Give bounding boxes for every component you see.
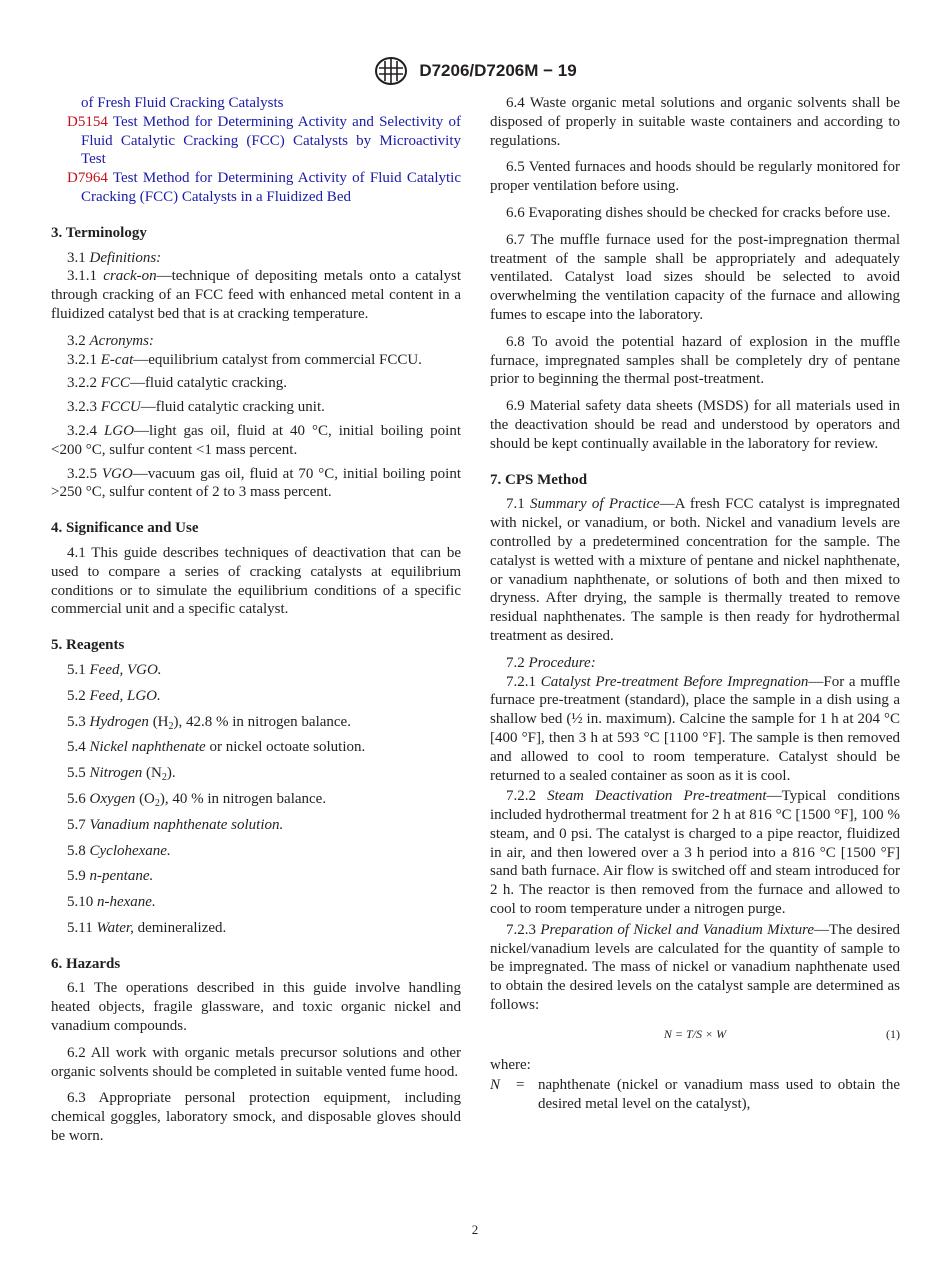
reagent-item: 5.2 Feed, LGO.: [67, 687, 161, 704]
equation-text: N = T/S × W: [663, 1026, 727, 1041]
paragraph-7-1: 7.1 Summary of Practice—A fresh FCC catalyst is impregnated with nickel, or vanadium, or both. Nickel and vanadium levels are controlled by a predetermined concentration for the sample. The catalyst is wetted with a mixture of pentane and nickel naphthenate, or vanadium naphthenate, or solutions of both and then mixed to dryness. After drying, the sample is thermally treated to remove residual naphthenates. The sample is then ready for hydrothermal treatment as desired.: [490, 496, 901, 644]
paragraph-3-2: 3.2 Acronyms:: [67, 332, 154, 349]
paragraph-3-1-1: 3.1.1 crack-on—technique of depositing metals onto a catalyst through cracking of an FCC feed with enhanced metal content in a fluidized catalyst bed that is at cracking temperature.: [51, 268, 461, 322]
reagent-item: 5.9 n-pentane.: [67, 868, 154, 885]
equation-number: (1): [886, 1026, 900, 1041]
reference-code-link[interactable]: D7964: [67, 170, 108, 187]
reagent-item: 5.3 Hydrogen $(H_2)$, 42.8 % in nitrogen balance.: [67, 713, 351, 732]
reagent-item: 5.4 Nickel naphthenate or nickel octoate solution.: [67, 739, 366, 756]
right-column: [490, 94, 900, 1114]
paragraph-6-6: 6.6 Evaporating dishes should be checked for cracks before use.: [506, 204, 891, 221]
paragraph-7-2-1: 7.2.1 Catalyst Pre-treatment Before Impregnation—For a muffle furnace pre-treatment (standard), place the sample in a dish using a shallow bed (½ in. maximum). Calcine the sample for 1 h at 204 °C [400 °F], then 3 h at 593 °C [1100 °F]. The sample is then removed and allowed to cool to room temperature. Catalyst should be returned to a sealed container as soon as it is cool.: [490, 673, 900, 784]
paragraph-3-2-4: 3.2.4 LGO—light gas oil, fluid at 40 °C, initial boiling point <200 °C, sulfur content <1 mass percent.: [51, 422, 461, 458]
paragraph-3-2-2: 3.2.2 FCC—fluid catalytic cracking.: [67, 375, 287, 392]
section-heading-cps-method: 7. CPS Method: [490, 471, 588, 488]
paragraph-6-3: 6.3 Appropriate personal protection equipment, including chemical goggles, laboratory smock, and disposable gloves should be worn.: [51, 1090, 461, 1145]
reagent-item: 5.7 Vanadium naphthenate solution.: [67, 816, 284, 833]
paragraph-7-2-2: 7.2.2 Steam Deactivation Pre-treatment—Typical conditions included hydrothermal treatment for 2 h at 816 °C [1500 °F], 100 % steam, and 0 psi. The catalyst is charged to a pipe reactor, fluidized in air, and then lowered over a 3 h period into a 816 °C [1500 °F] sand bath furnace. Air flow is switched off and steam introduced for 2 h. The reactor is then removed from the furnace and allowed to cool to room temperature under a nitrogen purge.: [490, 788, 900, 918]
reference-code-link[interactable]: D5154: [67, 113, 108, 130]
paragraph-6-7: 6.7 The muffle furnace used for the post-impregnation thermal treatment of the sample shall be appropriately and adequately ventilated. Catalyst load sizes should be selected to avoid overwhelming the ventilation capacity of the furnace and allowing fumes to escape into the laboratory.: [490, 231, 900, 323]
paragraph-6-4: 6.4 Waste organic metal solutions and organic solvents shall be disposed of properly in suitable waste containers and according to regulations.: [490, 95, 900, 149]
section-heading-reagents: 5. Reagents: [51, 637, 125, 654]
page-header: [0, 56, 950, 86]
reference-title-link[interactable]: Test Method for Determining Activity and Selectivity of Fluid Catalytic Cracking (FCC) Catalysts by Microactivity Test: [81, 113, 461, 168]
where-label: where:: [490, 1056, 531, 1073]
astm-logo-icon: [373, 56, 409, 86]
paragraph-7-2: 7.2 Procedure:: [506, 654, 596, 671]
reagent-item: 5.10 n-hexane.: [67, 894, 156, 911]
paragraph-3-2-3: 3.2.3 FCCU—fluid catalytic cracking unit.: [67, 399, 325, 416]
document-code: D7206/D7206M − 19: [419, 61, 577, 80]
reference-item: [51, 169, 461, 207]
paragraph-3-2-1: 3.2.1 E-cat—equilibrium catalyst from commercial FCCU.: [67, 351, 422, 368]
reference-item: [51, 113, 461, 169]
left-column: [51, 94, 461, 1154]
reagent-item: 5.11 Water, demineralized.: [67, 919, 227, 936]
paragraph-6-8: 6.8 To avoid the potential hazard of explosion in the muffle furnace, impregnated samples shall be completely dry of pentane prior to beginning the thermal post-treatment.: [490, 333, 900, 388]
paragraph-6-1: 6.1 The operations described in this guide involve handling heated objects, fragile glassware, and toxic organic nickel and vanadium compounds.: [51, 980, 461, 1035]
reference-title[interactable]: of Fresh Fluid Cracking Catalysts: [81, 95, 284, 111]
paragraph-6-9: 6.9 Material safety data sheets (MSDS) for all materials used in the deactivation should be read and understood by operators and should be kept continually available in the laboratory for review.: [490, 398, 900, 452]
reagent-item: 5.6 Oxygen $(O_2)$, 40 % in nitrogen balance.: [67, 790, 327, 809]
reference-continuation: [51, 94, 461, 113]
section-heading-hazards: 6. Hazards: [51, 955, 121, 972]
paragraph-6-5: 6.5 Vented furnaces and hoods should be regularly monitored for proper ventilation before using.: [490, 159, 900, 195]
paragraph-7-2-3: 7.2.3 Preparation of Nickel and Vanadium Mixture—The desired nickel/vanadium levels are calculated for the quantity of sample to be impregnated. The mass of nickel or vanadium naphthenate used to obtain the desired levels on the catalyst sample are determined as follows:: [490, 921, 900, 1014]
paragraph-4-1: 4.1 This guide describes techniques of deactivation that can be used to compare a series of cracking catalysts at equilibrium conditions or to simulate the equilibrium conditions of a specific commercial unit and a specific catalyst.: [51, 544, 461, 618]
paragraph-3-1: 3.1 Definitions:: [67, 249, 162, 266]
page-number: 2: [471, 1222, 479, 1237]
where-definition: N = naphthenate (nickel or vanadium mass used to obtain the desired metal level on the catalyst),: [490, 1077, 900, 1113]
paragraph-6-2: 6.2 All work with organic metals precursor solutions and other organic solvents should be completed in suitable vented fume hood.: [51, 1044, 461, 1080]
reagent-item: 5.1 Feed, VGO.: [67, 661, 162, 678]
equation-1: [490, 1025, 900, 1044]
section-heading-significance: 4. Significance and Use: [51, 520, 199, 537]
reagent-item: 5.8 Cyclohexane.: [67, 842, 171, 859]
reagent-item: 5.5 Nitrogen $(N_2)$.: [67, 765, 176, 784]
section-heading-terminology: 3. Terminology: [51, 224, 147, 241]
paragraph-3-2-5: 3.2.5 VGO—vacuum gas oil, fluid at 70 °C, initial boiling point >250 °C, sulfur content of 2 to 3 mass percent.: [51, 465, 461, 501]
reference-title-link[interactable]: Test Method for Determining Activity of Fluid Catalytic Cracking (FCC) Catalysts in a Fluidized Bed: [81, 170, 461, 205]
